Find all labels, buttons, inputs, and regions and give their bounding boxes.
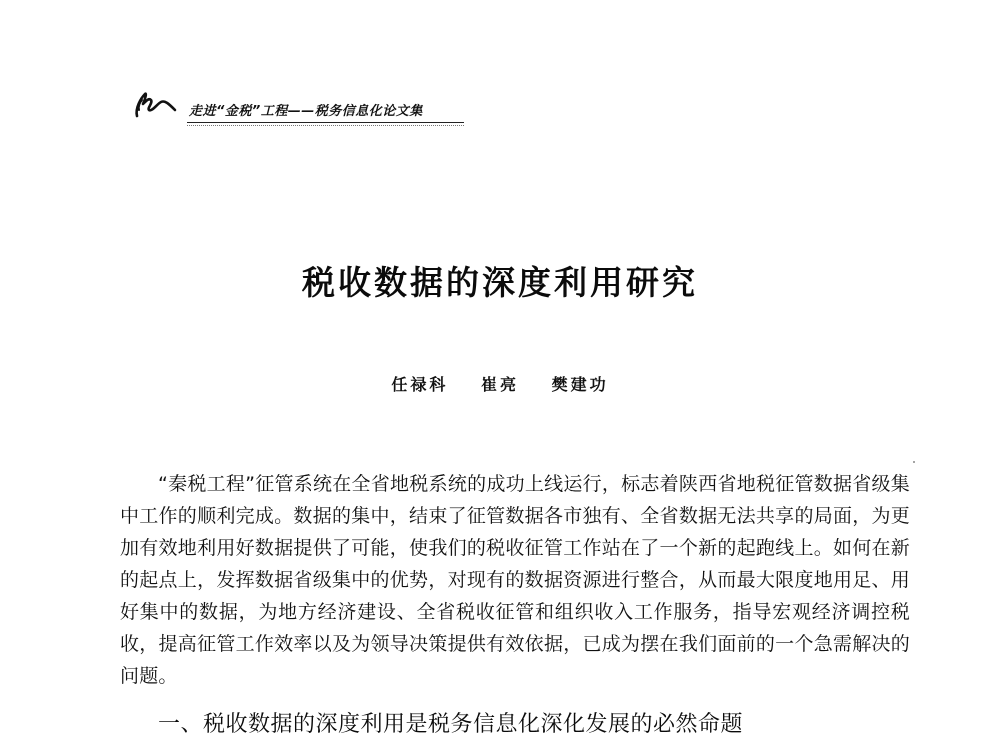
author-name: 樊建功 <box>551 375 609 394</box>
calligraphy-mark-icon <box>133 86 177 120</box>
author-list <box>0 372 1000 395</box>
header-rule <box>187 122 464 123</box>
author-name: 崔亮 <box>480 375 519 394</box>
article-title: 税收数据的深度利用研究 <box>302 263 698 302</box>
author-name: 任禄科 <box>391 375 449 394</box>
running-header-title: 走进“金税”工程——税务信息化论文集 <box>189 104 423 119</box>
section-heading: 一、税收数据的深度利用是税务信息化深化发展的必然命题 <box>158 712 744 737</box>
body-paragraph: “秦税工程”征管系统在全省地税系统的成功上线运行，标志着陕西省地税征管数据省级集中工作的顺利完成。数据的集中，结束了征管数据各市独有、全省数据无法共享的局面，为更加有效地利用好数据提供了可能，使我们的税收征管工作站在了一个新的起跑线上。如何在新的起点上，发挥数据省级集中的优势，对现有的数据资源进行整合，从而最大限度地用足、用好集中的数据，为地方经济建设、全省税收征管和组织收入工作服务，指导宏观经济调控税收，提高征管工作效率以及为领导决策提供有效依据，已成为摆在我们面前的一个急需解决的问题。 <box>120 473 910 687</box>
scan-speck <box>913 461 915 463</box>
running-header <box>133 86 463 130</box>
header-rule-dotted <box>187 125 464 126</box>
